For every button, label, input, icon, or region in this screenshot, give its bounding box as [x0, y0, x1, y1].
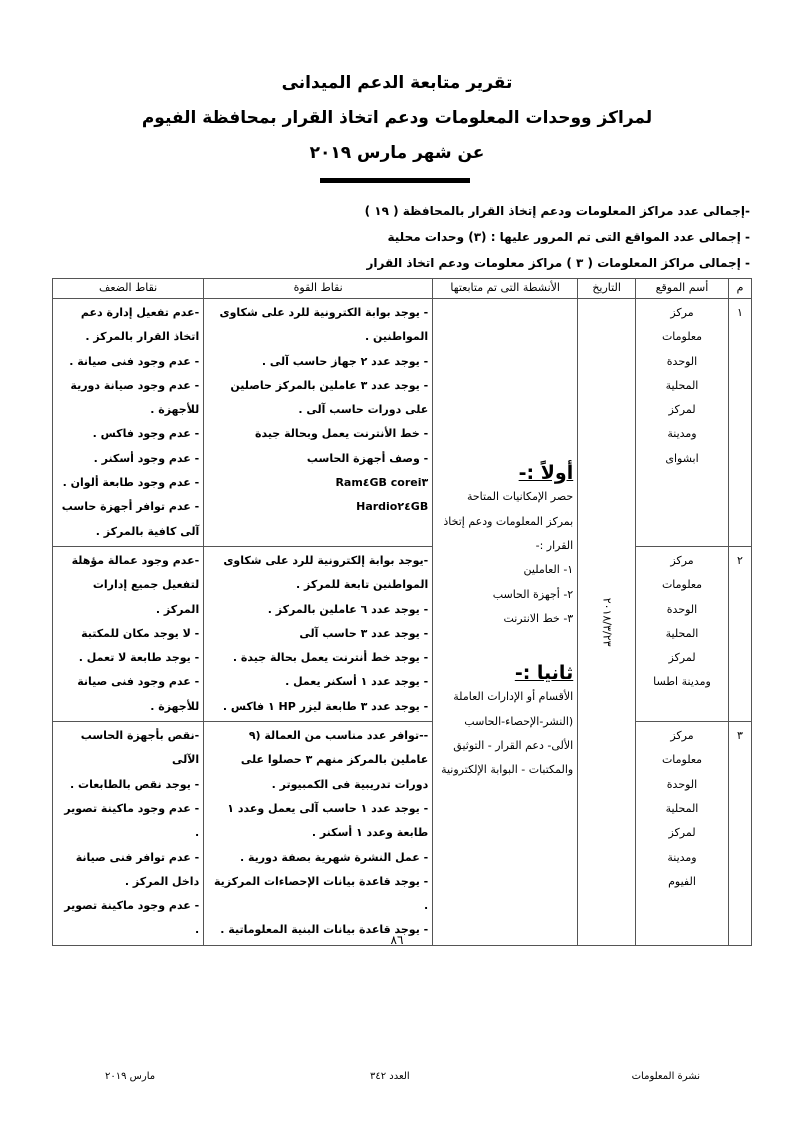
cell-line: الوحدة: [666, 602, 698, 616]
cell-line: - عدم وجود فنى صيانة .: [69, 354, 200, 368]
site-name: [636, 722, 729, 946]
col-num: م: [729, 279, 752, 299]
cell-line: - يوجد عدد ٦ عاملين بالمركز .: [267, 602, 429, 616]
cell-line: - عمل النشرة شهرية بصفة دورية .: [239, 850, 429, 864]
cell-line: - عدم وجود ماكينة تصوير .: [64, 899, 200, 937]
cell-line: - عدم وجود أسكنر .: [93, 451, 200, 465]
cell-line: - عدم توافر أجهزة حاسب آلى كافية بالمركز .: [61, 500, 200, 538]
page-number: ٨٦: [390, 933, 404, 947]
cell-line: Ram٤GB corei٣: [335, 476, 429, 490]
col-site: أسم الموقع: [636, 279, 729, 299]
cell-line: -يوجد بوابة إلكترونية للرد على شكاوى المواطنين تابعة للمركز .: [223, 553, 429, 592]
cell-line: - يوجد خط أنترنت يعمل بحالة جيدة .: [232, 651, 429, 665]
strengths: [204, 546, 433, 721]
table-row: [53, 299, 752, 547]
title-divider: [320, 178, 470, 183]
cell-line: - عدم وجود طابعة ألوان .: [62, 476, 200, 490]
cell-line: مركز: [670, 553, 694, 567]
cell-line: - عدم توافر فنى صيانة داخل المركز .: [75, 850, 200, 888]
cell-line: معلومات: [661, 578, 703, 592]
weaknesses: [53, 546, 204, 721]
cell-line: - وصف أجهزة الحاسب: [306, 451, 429, 465]
cell-line: - يوجد نقص بالطابعات .: [70, 777, 200, 791]
cell-line: - يوجد عدد ١ حاسب آلى يعمل وعدد ١ طابعة وعدد ١ أسكنر .: [227, 801, 429, 840]
cell-line: المحلية: [665, 378, 699, 392]
cell-line: مركز: [670, 729, 694, 743]
summary: [365, 198, 750, 276]
footer-date: مارس ٢٠١٩: [105, 1071, 156, 1082]
cell-line: - عدم وجود ماكينة تصوير .: [64, 801, 200, 840]
cell-line: لمركز: [668, 651, 696, 665]
cell-line: الوحدة: [666, 777, 698, 791]
activities-heading: ثانيا :-: [514, 662, 574, 685]
summary-line: - إجمالى عدد المواقع التى تم المرور عليها : (٣) وحدات محلية: [387, 230, 750, 244]
cell-line: Hardio٢٤GB: [356, 500, 429, 514]
cell-line: - خط الأنترنت يعمل وبحالة جيدة: [254, 427, 429, 441]
report-title: [0, 66, 794, 171]
cell-line: الوحدة: [666, 354, 698, 368]
visit-date: [578, 299, 636, 946]
cell-line: ومدينة: [667, 850, 697, 864]
cell-line: المحلية: [665, 801, 699, 815]
cell-line: الفيوم: [668, 874, 696, 888]
activities: [433, 299, 578, 946]
strengths: [204, 722, 433, 946]
cell-line: - يوجد عدد ١ أسكنر يعمل .: [285, 675, 429, 689]
row-number: ١: [729, 299, 752, 547]
site-name: [636, 299, 729, 547]
cell-line: معلومات: [661, 330, 703, 344]
col-date: التاريخ: [578, 279, 636, 299]
cell-line: المحلية: [665, 626, 699, 640]
col-strengths: نقاط القوة: [204, 279, 433, 299]
cell-line: ومدينة اطسا: [653, 675, 711, 689]
cell-line: -نقص بأجهزة الحاسب الآلى: [80, 729, 200, 767]
strengths: [204, 299, 433, 547]
date-text: ٢٠١٨/٣/٢٣: [600, 597, 614, 647]
cell-line: -عدم وجود عمالة مؤهلة لتفعيل جميع إدارات المركز .: [71, 553, 200, 616]
table-header: [53, 279, 752, 299]
cell-line: - يوجد عدد ٣ عاملين بالمركز حاصلين على دورات حاسب آلى .: [230, 378, 429, 417]
cell-line: -عدم تفعيل إدارة دعم اتخاذ القرار بالمركز .: [80, 306, 200, 344]
cell-line: مركز: [670, 306, 694, 319]
cell-line: - يوجد قاعدة بيانات البنية المعلوماتية .: [220, 923, 429, 937]
cell-line: ابشواى: [665, 451, 699, 465]
weaknesses: [53, 299, 204, 547]
weaknesses: [53, 722, 204, 946]
col-weaknesses: نقاط الضعف: [53, 279, 204, 299]
cell-line: - يوجد عدد ٣ طابعة ليزر HP ١ فاكس .: [222, 699, 429, 713]
summary-line: -إجمالى عدد مراكز المعلومات ودعم إتخاذ القرار بالمحافظة ( ١٩ ): [364, 204, 750, 218]
cell-line: - لا يوجد مكان للمكتبة: [81, 626, 200, 640]
site-name: [636, 546, 729, 721]
cell-line: لمركز: [668, 403, 696, 417]
cell-line: ٢- أجهزة الحاسب: [492, 587, 574, 601]
cell-line: --توافر عدد مناسب من العمالة (٩ عاملين بالمركز منهم ٣ حصلوا على دورات تدريبية فى الكمبيوتر .: [240, 729, 429, 791]
cell-line: معلومات: [661, 753, 703, 767]
followup-table: [52, 278, 752, 946]
cell-line: - يوجد طابعة لا تعمل .: [78, 651, 200, 665]
cell-line: ومدينة: [667, 427, 697, 441]
cell-line: - يوجد عدد ٣ حاسب آلى: [299, 626, 429, 640]
cell-line: - يوجد قاعدة بيانات الإحصاءات المركزية .: [213, 874, 429, 913]
table-row: [53, 546, 752, 721]
summary-line: - إجمالى مراكز المعلومات ( ٣ ) مراكز معلومات ودعم اتخاذ القرار: [366, 256, 750, 270]
cell-line: - يوجد بوابة الكترونية للرد على شكاوى المواطنين .: [219, 306, 429, 344]
cell-line: حصر الإمكانيات المتاحة بمركز المعلومات ودعم إتخاذ القرار :-: [443, 490, 574, 552]
title-line-2: لمراكز ووحدات المعلومات ودعم اتخاذ القرار بمحافظة الفيوم: [141, 108, 653, 128]
cell-line: ١- العاملين: [523, 563, 574, 577]
footer-issue: العدد ٣٤٢: [370, 1071, 410, 1082]
cell-line: ٣- خط الانترنت: [503, 611, 574, 625]
cell-line: لمركز: [668, 826, 696, 840]
row-number: ٣: [729, 722, 752, 946]
footer-publication: نشرة المعلومات: [631, 1071, 700, 1082]
cell-line: - عدم وجود صيانة دورية للأجهزة .: [70, 378, 200, 417]
col-activities: الأنشطة التى تم متابعتها: [433, 279, 578, 299]
cell-line: الأقسام أو الإدارات العاملة (النشر-الإحصاء-الحاسب الألى- دعم القرار - التوثيق والمكتبات - البوابة الإلكترونية: [441, 690, 574, 777]
activities-heading: أولاً :-: [518, 462, 574, 485]
cell-line: - يوجد عدد ٢ جهاز حاسب آلى .: [261, 354, 429, 368]
table-row: [53, 722, 752, 946]
row-number: ٢: [729, 546, 752, 721]
cell-line: - عدم وجود فنى صيانة للأجهزة .: [77, 675, 200, 713]
title-line-3: عن شهر مارس ٢٠١٩: [309, 143, 485, 163]
cell-line: - عدم وجود فاكس .: [92, 427, 200, 441]
title-line-1: تقرير متابعة الدعم الميدانى: [281, 73, 513, 93]
